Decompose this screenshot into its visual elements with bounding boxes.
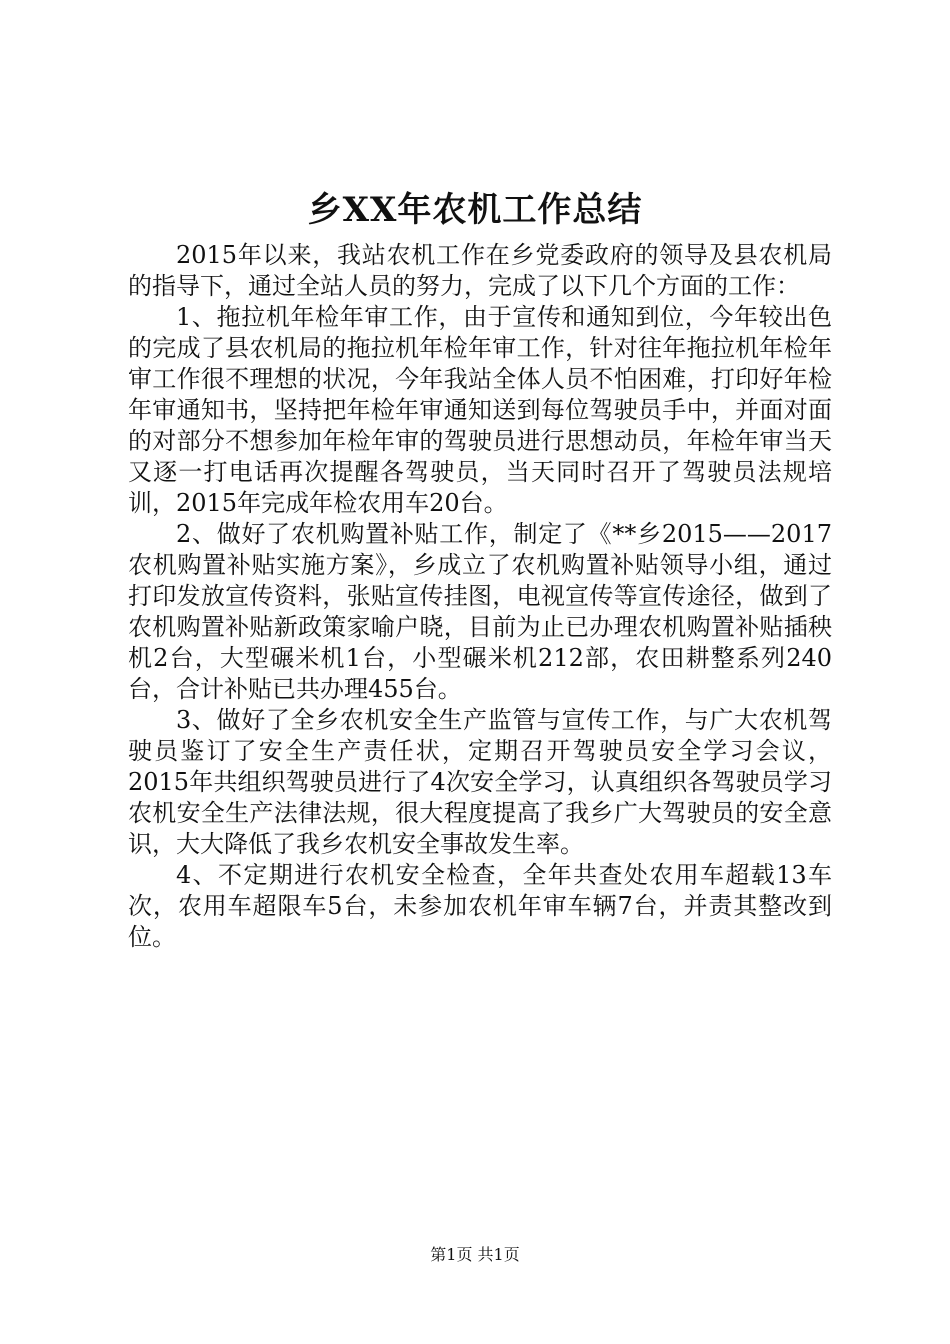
document-body xyxy=(128,240,832,953)
paragraph-intro: 2015年以来，我站农机工作在乡党委政府的领导及县农机局的指导下，通过全站人员的努力，完成了以下几个方面的工作： xyxy=(128,241,832,300)
paragraph-item-1: 1、拖拉机年检年审工作，由于宣传和通知到位，今年较出色的完成了县农机局的拖拉机年检年审工作，针对往年拖拉机年检年审工作很不理想的状况，今年我站全体人员不怕困难，打印好年检年审通知书，坚持把年检年审通知送到每位驾驶员手中，并面对面的对部分不想参加年检年审的驾驶员进行思想动员，年检年审当天又逐一打电话再次提醒各驾驶员，当天同时召开了驾驶员法规培训，2015年完成年检农用车20台。 xyxy=(128,303,832,517)
paragraph-item-2: 2、做好了农机购置补贴工作，制定了《**乡2015——2017农机购置补贴实施方案》，乡成立了农机购置补贴领导小组，通过打印发放宣传资料，张贴宣传挂图，电视宣传等宣传途径，做到了农机购置补贴新政策家喻户晓，目前为止已办理农机购置补贴插秧机2台，大型碾米机1台，小型碾米机212部，农田耕整系列240台，合计补贴已共办理455台。 xyxy=(128,520,832,703)
paragraph-item-4: 4、不定期进行农机安全检查，全年共查处农用车超载13车次，农用车超限车5台，未参加农机年审车辆7台，并责其整改到位。 xyxy=(128,861,832,951)
page-footer: 第1页 共1页 xyxy=(430,1245,520,1264)
paragraph-item-3: 3、做好了全乡农机安全生产监管与宣传工作，与广大农机驾驶员鉴订了安全生产责任状，定期召开驾驶员安全学习会议，2015年共组织驾驶员进行了4次安全学习，认真组织各驾驶员学习农机安全生产法律法规，很大程度提高了我乡广大驾驶员的安全意识，大大降低了我乡农机安全事故发生率。 xyxy=(128,706,832,858)
document-title: 乡XX年农机工作总结 xyxy=(307,190,643,230)
